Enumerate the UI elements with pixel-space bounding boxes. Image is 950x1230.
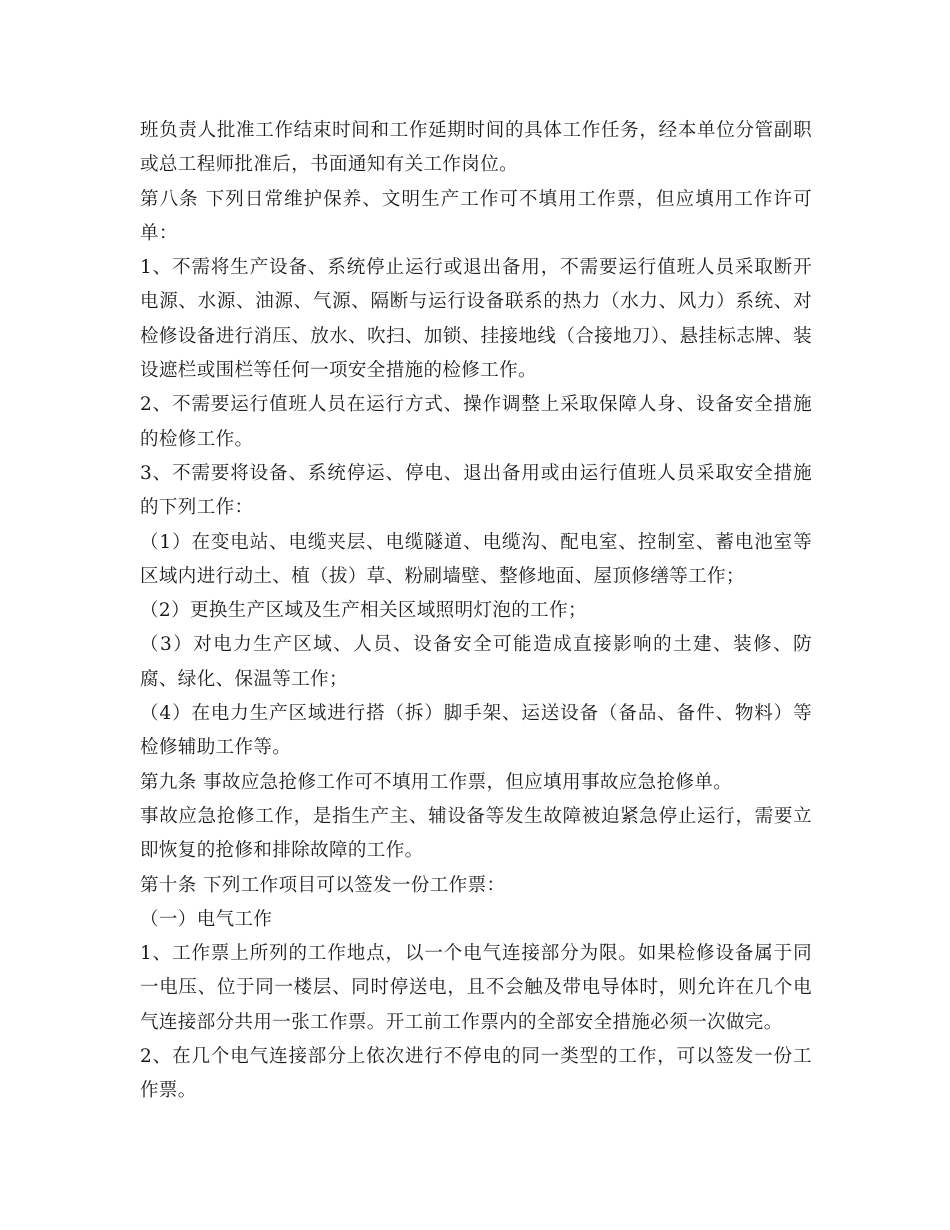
article-10-item-1: 1、工作票上所列的工作地点，以一个电气连接部分为限。如果检修设备属于同一电压、位于同一楼层、同时停送电，且不会触及带电导体时，则允许在几个电气连接部分共用一张工作票。开工前工作票内的全部安全措施必须一次做完。 [140, 943, 812, 1033]
article-8-subitem-4: （4）在电力生产区域进行搭（拆）脚手架、运送设备（备品、备件、物料）等检修辅助工作等。 [140, 703, 812, 759]
article-10-heading: 第十条 下列工作项目可以签发一份工作票： [140, 874, 506, 896]
document-body [140, 114, 812, 1109]
article-8-subitem-3: （3）对电力生产区域、人员、设备安全可能造成直接影响的土建、装修、防腐、绿化、保温等工作； [140, 634, 812, 690]
article-8-item-1: 1、不需将生产设备、系统停止运行或退出备用，不需要运行值班人员采取断开电源、水源、油源、气源、隔断与运行设备联系的热力（水力、风力）系统、对检修设备进行消压、放水、吹扫、加锁、挂接地线（合接地刀）、悬挂标志牌、装设遮栏或围栏等任何一项安全措施的检修工作。 [140, 257, 812, 382]
paragraph-continuation: 班负责人批准工作结束时间和工作延期时间的具体工作任务，经本单位分管副职或总工程师批准后，书面通知有关工作岗位。 [140, 120, 812, 176]
article-8-subitem-2: （2）更换生产区域及生产相关区域照明灯泡的工作； [140, 600, 587, 622]
article-8-heading: 第八条 下列日常维护保养、文明生产工作可不填用工作票，但应填用工作许可单： [140, 188, 812, 244]
article-8-subitem-1: （1）在变电站、电缆夹层、电缆隧道、电缆沟、配电室、控制室、蓄电池室等区域内进行动土、植（拔）草、粉刷墙壁、整修地面、屋顶修缮等工作； [140, 531, 812, 587]
article-9-heading: 第九条 事故应急抢修工作可不填用工作票，但应填用事故应急抢修单。 [140, 771, 733, 793]
article-8-item-2: 2、不需要运行值班人员在运行方式、操作调整上采取保障人身、设备安全措施的检修工作。 [140, 394, 812, 450]
article-8-item-3: 3、不需要将设备、系统停运、停电、退出备用或由运行值班人员采取安全措施的下列工作： [140, 462, 812, 519]
article-10-item-2: 2、在几个电气连接部分上依次进行不停电的同一类型的工作，可以签发一份工作票。 [140, 1046, 812, 1102]
article-10-section-electrical: （一）电气工作 [140, 908, 273, 930]
article-9-definition: 事故应急抢修工作，是指生产主、辅设备等发生故障被迫紧急停止运行，需要立即恢复的抢修和排除故障的工作。 [140, 805, 812, 862]
